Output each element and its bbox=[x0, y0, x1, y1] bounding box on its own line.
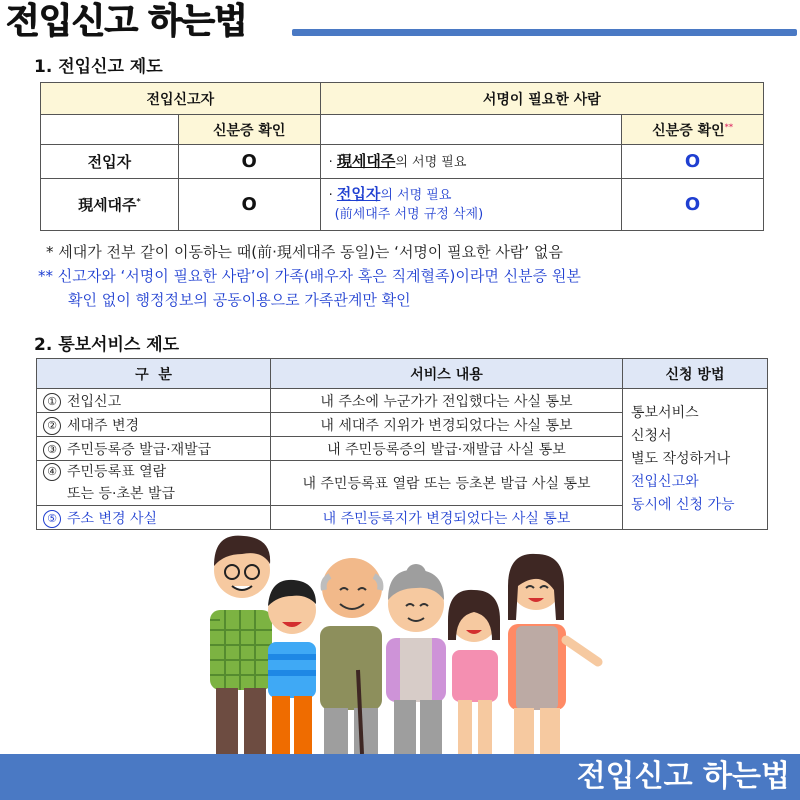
service-content: 내 주민등록지가 변경되었다는 사실 통보 bbox=[271, 506, 623, 530]
service-item: ② 세대주 변경 bbox=[37, 413, 271, 437]
sign-check-mark: O bbox=[622, 179, 764, 231]
check-mark: O bbox=[178, 145, 320, 179]
title-rule bbox=[292, 29, 797, 36]
row-label: 전입자 bbox=[41, 145, 179, 179]
apply-method: 통보서비스 신청서 별도 작성하거나 전입신고와 동시에 신청 가능 bbox=[623, 389, 768, 530]
footnote-2: ** 신고자와 ‘서명이 필요한 사람’이 가족(배우자 혹은 직계혈족)이라면 신분증 원본 확인 없이 행정정보의 공동이용으로 가족관계만 확인 bbox=[38, 267, 581, 309]
row-label: 現세대주* bbox=[41, 179, 179, 231]
col-method: 신청 방법 bbox=[623, 359, 768, 389]
girl-figure bbox=[448, 590, 500, 754]
row-desc: · 現세대주의 서명 필요 bbox=[320, 145, 622, 179]
page-title: 전입신고 하는법 bbox=[6, 2, 247, 42]
grandfather-figure bbox=[320, 558, 382, 754]
service-item: ③ 주민등록증 발급·재발급 bbox=[37, 437, 271, 461]
service-content: 내 주민등록표 열람 또는 등초본 발급 사실 통보 bbox=[271, 461, 623, 506]
mother-figure bbox=[508, 554, 598, 754]
move-in-report-table bbox=[40, 82, 764, 231]
table-row bbox=[41, 145, 764, 179]
col-reporter: 전입신고자 bbox=[41, 83, 321, 115]
col-service: 서비스 내용 bbox=[271, 359, 623, 389]
empty-cell bbox=[41, 115, 179, 145]
service-item: ④ 주민등록표 열람 또는 등·초본 발급 bbox=[37, 461, 271, 506]
section2-heading: 2. 통보서비스 제도 bbox=[34, 335, 180, 355]
table-row bbox=[41, 179, 764, 231]
col-signer: 서명이 필요한 사람 bbox=[320, 83, 763, 115]
notification-service-table bbox=[36, 358, 768, 530]
empty-cell bbox=[320, 115, 622, 145]
section1-heading: 1. 전입신고 제도 bbox=[34, 57, 163, 77]
table-row bbox=[37, 389, 768, 413]
footer-title: 전입신고 하는법 bbox=[576, 759, 790, 794]
check-mark: O bbox=[178, 179, 320, 231]
father-figure bbox=[210, 536, 272, 754]
id-check-header: 신분증 확인 bbox=[178, 115, 320, 145]
sign-check-mark: O bbox=[622, 145, 764, 179]
footnote-1: * 세대가 전부 같이 이동하는 때(前·現세대주 동일)는 ‘서명이 필요한 사람’ 없음 bbox=[46, 243, 563, 261]
service-content: 내 주소에 누군가가 전입했다는 사실 통보 bbox=[271, 389, 623, 413]
family-illustration bbox=[190, 530, 610, 758]
service-item: ⑤ 주소 변경 사실 bbox=[37, 506, 271, 530]
grandmother-figure bbox=[386, 564, 446, 754]
footer-bar bbox=[0, 754, 800, 800]
col-category: 구 분 bbox=[37, 359, 271, 389]
service-item: ① 전입신고 bbox=[37, 389, 271, 413]
service-content: 내 세대주 지위가 변경되었다는 사실 통보 bbox=[271, 413, 623, 437]
id-check-header-signer: 신분증 확인** bbox=[622, 115, 764, 145]
row-desc: · 전입자의 서명 필요 (前세대주 서명 규정 삭제) bbox=[320, 179, 622, 231]
service-content: 내 주민등록증의 발급·재발급 사실 통보 bbox=[271, 437, 623, 461]
boy-figure bbox=[268, 580, 316, 754]
